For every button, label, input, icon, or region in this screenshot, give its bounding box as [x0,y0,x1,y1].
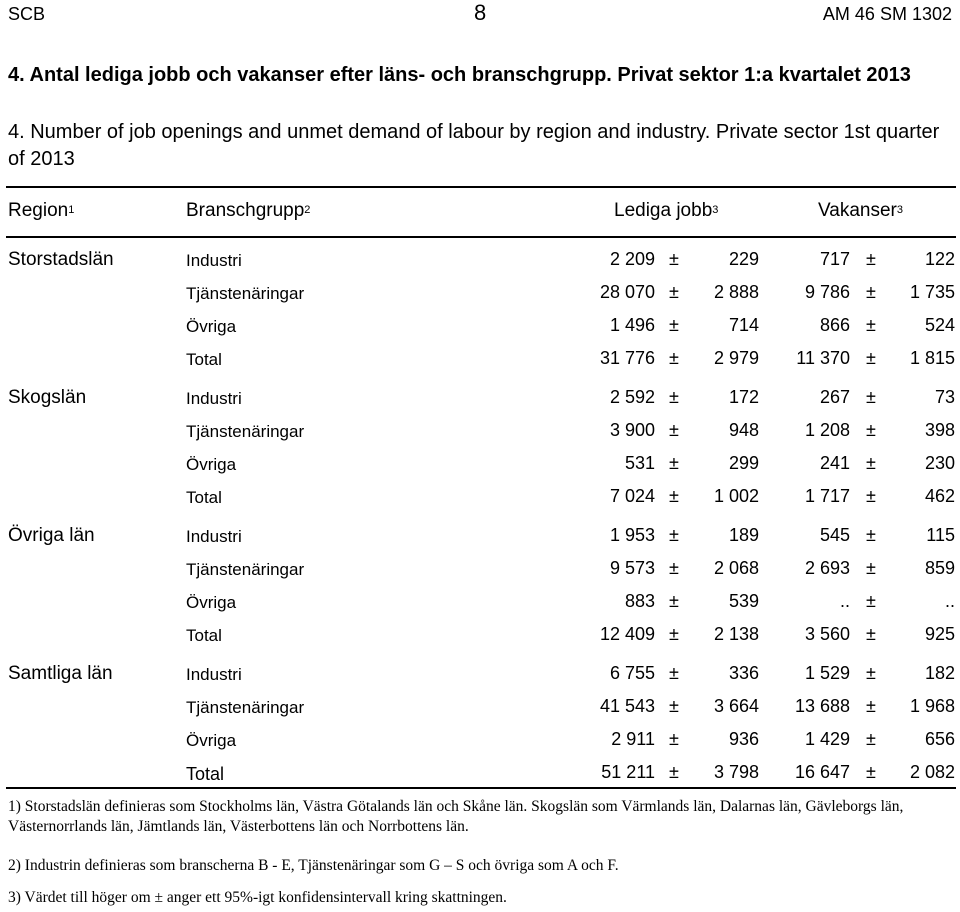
vakanser-pm-symbol: ± [866,696,876,716]
lediga-cell: 2 911 [611,729,655,749]
branch-cell: Industri [186,251,242,270]
branch-cell: Industri [186,527,242,546]
vakanser-cell: 241 [819,453,850,473]
col-header-branch-note: 2 [304,204,311,216]
vakanser-pm-symbol: ± [866,420,876,440]
lediga-cell: 2 592 [609,387,655,407]
branch-cell: Total [186,350,222,369]
header-rule [6,236,956,238]
lediga-pm-symbol: ± [669,762,679,782]
top-rule [6,186,956,188]
lediga-ci-cell: 2 888 [713,282,759,302]
branch-cell: Övriga [186,593,237,612]
lediga-cell: 51 211 [601,762,655,782]
region-label: Skogslän [8,387,87,408]
lediga-ci-cell: 299 [728,453,759,473]
lediga-pm-symbol: ± [669,696,679,716]
page-number: 8 [474,0,487,25]
lediga-ci-cell: 189 [728,525,759,545]
vakanser-pm-symbol: ± [866,729,876,749]
lediga-cell: 531 [624,453,655,473]
region-label: Samtliga län [8,663,113,684]
vakanser-ci-cell: 115 [926,525,955,545]
vakanser-ci-cell: 122 [924,249,955,269]
vakanser-pm-symbol: ± [866,663,876,683]
lediga-pm-symbol: ± [669,624,679,644]
vakanser-pm-symbol: ± [866,525,876,545]
col-header-region-label: Region [8,200,69,221]
vakanser-pm-symbol: ± [866,348,876,368]
lediga-pm-symbol: ± [669,558,679,578]
lediga-cell: 1 953 [609,525,655,545]
region-label: Storstadslän [8,249,114,270]
vakanser-cell: 1 717 [804,486,850,506]
vakanser-cell: 13 688 [794,696,850,716]
lediga-cell: 3 900 [609,420,655,440]
vakanser-ci-cell: 2 082 [909,762,955,782]
vakanser-pm-symbol: ± [866,282,876,302]
vakanser-cell: .. [839,591,850,611]
branch-cell: Total [186,626,222,645]
vakanser-cell: 1 429 [804,729,850,749]
lediga-cell: 7 024 [609,486,655,506]
lediga-cell: 9 573 [609,558,655,578]
lediga-pm-symbol: ± [669,420,679,440]
lediga-cell: 1 496 [609,315,655,335]
lediga-pm-symbol: ± [669,453,679,473]
vakanser-ci-cell: 462 [924,486,955,506]
table-subtitle: 4. Number of job openings and unmet demand of labour by region and industry. Private sector 1st quarter of 2013 [8,121,940,170]
lediga-ci-cell: 3 798 [713,762,759,782]
vakanser-pm-symbol: ± [866,558,876,578]
lediga-ci-cell: 714 [728,315,759,335]
col-header-branch [186,200,310,222]
lediga-cell: 31 776 [599,348,655,368]
lediga-ci-cell: 336 [728,663,759,683]
vakanser-cell: 3 560 [804,624,850,644]
lediga-ci-cell: 2 979 [713,348,759,368]
branch-cell: Industri [186,389,242,408]
lediga-ci-cell: 229 [728,249,759,269]
vakanser-ci-cell: 1 815 [909,348,955,368]
lediga-pm-symbol: ± [669,663,679,683]
lediga-pm-symbol: ± [669,315,679,335]
vakanser-pm-symbol: ± [866,249,876,269]
vakanser-ci-cell: 73 [934,387,955,407]
lediga-ci-cell: 539 [728,591,759,611]
branch-cell: Övriga [186,731,237,750]
vakanser-cell: 267 [819,387,850,407]
lediga-ci-cell: 948 [728,420,759,440]
col-header-branch-label: Branschgrupp [186,200,305,221]
col-header-region-note: 1 [68,204,75,216]
vakanser-ci-cell: 230 [924,453,955,473]
lediga-pm-symbol: ± [669,282,679,302]
lediga-pm-symbol: ± [669,525,679,545]
vakanser-cell: 11 370 [796,348,850,368]
lediga-cell: 12 409 [599,624,655,644]
vakanser-pm-symbol: ± [866,624,876,644]
vakanser-cell: 866 [819,315,850,335]
footnote-2: 2) Industrin definieras som branscherna B - E, Tjänstenäringar som G – S och övriga som A och F. [8,857,619,874]
lediga-pm-symbol: ± [669,486,679,506]
branch-cell: Total [186,488,222,507]
branch-cell: Total [186,764,225,784]
lediga-ci-cell: 1 002 [713,486,759,506]
bottom-rule [6,787,956,789]
lediga-ci-cell: 936 [728,729,759,749]
col-header-lediga-note: 3 [712,204,719,216]
lediga-cell: 41 543 [599,696,655,716]
vakanser-cell: 717 [819,249,850,269]
col-header-vakanser [818,200,903,222]
branch-cell: Industri [186,665,242,684]
vakanser-pm-symbol: ± [866,591,876,611]
vakanser-cell: 1 529 [804,663,850,683]
vakanser-ci-cell: 656 [924,729,955,749]
region-label: Övriga län [8,525,95,546]
lediga-pm-symbol: ± [669,591,679,611]
vakanser-cell: 9 786 [804,282,850,302]
lediga-pm-symbol: ± [669,348,679,368]
vakanser-ci-cell: 1 735 [909,282,955,302]
footnote-3: 3) Värdet till höger om ± anger ett 95%-igt konfidensintervall kring skattningen. [8,889,507,906]
branch-cell: Övriga [186,455,237,474]
branch-cell: Övriga [186,317,237,336]
col-header-region [8,200,74,222]
branch-cell: Tjänstenäringar [186,284,305,303]
col-header-lediga [614,200,718,222]
vakanser-cell: 545 [819,525,850,545]
vakanser-ci-cell: 859 [924,558,955,578]
vakanser-ci-cell: 524 [924,315,955,335]
lediga-pm-symbol: ± [669,729,679,749]
branch-cell: Tjänstenäringar [186,698,305,717]
lediga-cell: 2 209 [609,249,655,269]
vakanser-cell: 16 647 [794,762,850,782]
lediga-pm-symbol: ± [669,387,679,407]
lediga-pm-symbol: ± [669,249,679,269]
vakanser-pm-symbol: ± [866,486,876,506]
vakanser-ci-cell: .. [944,591,955,611]
vakanser-pm-symbol: ± [866,453,876,473]
branch-cell: Tjänstenäringar [186,422,305,441]
lediga-ci-cell: 3 664 [713,696,759,716]
report-id: AM 46 SM 1302 [822,4,952,24]
vakanser-pm-symbol: ± [866,762,876,782]
lediga-cell: 28 070 [599,282,655,302]
col-header-lediga-label: Lediga jobb [614,200,713,221]
col-header-vakanser-note: 3 [896,204,903,216]
footnote-1: 1) Storstadslän definieras som Stockholms län, Västra Götalands län och Skåne län. Skogslän som Värmlands län, Dalarnas län, Gävleborgs län, Västernorrlands län, Jämtlands län, Västerbottens län och Norrbottens län. [8,798,904,835]
lediga-cell: 6 755 [609,663,655,683]
vakanser-cell: 1 208 [804,420,850,440]
table-title: 4. Antal lediga jobb och vakanser efter läns- och branschgrupp. Privat sektor 1:a kvartalet 2013 [8,64,911,86]
header-org: SCB [8,4,46,24]
vakanser-pm-symbol: ± [866,315,876,335]
vakanser-ci-cell: 398 [924,420,955,440]
lediga-ci-cell: 172 [728,387,759,407]
branch-cell: Tjänstenäringar [186,560,305,579]
vakanser-ci-cell: 182 [924,663,955,683]
lediga-cell: 883 [624,591,655,611]
vakanser-ci-cell: 1 968 [909,696,955,716]
vakanser-pm-symbol: ± [866,387,876,407]
col-header-vakanser-label: Vakanser [818,200,897,221]
lediga-ci-cell: 2 068 [713,558,759,578]
lediga-ci-cell: 2 138 [713,624,759,644]
vakanser-cell: 2 693 [804,558,850,578]
vakanser-ci-cell: 925 [924,624,955,644]
